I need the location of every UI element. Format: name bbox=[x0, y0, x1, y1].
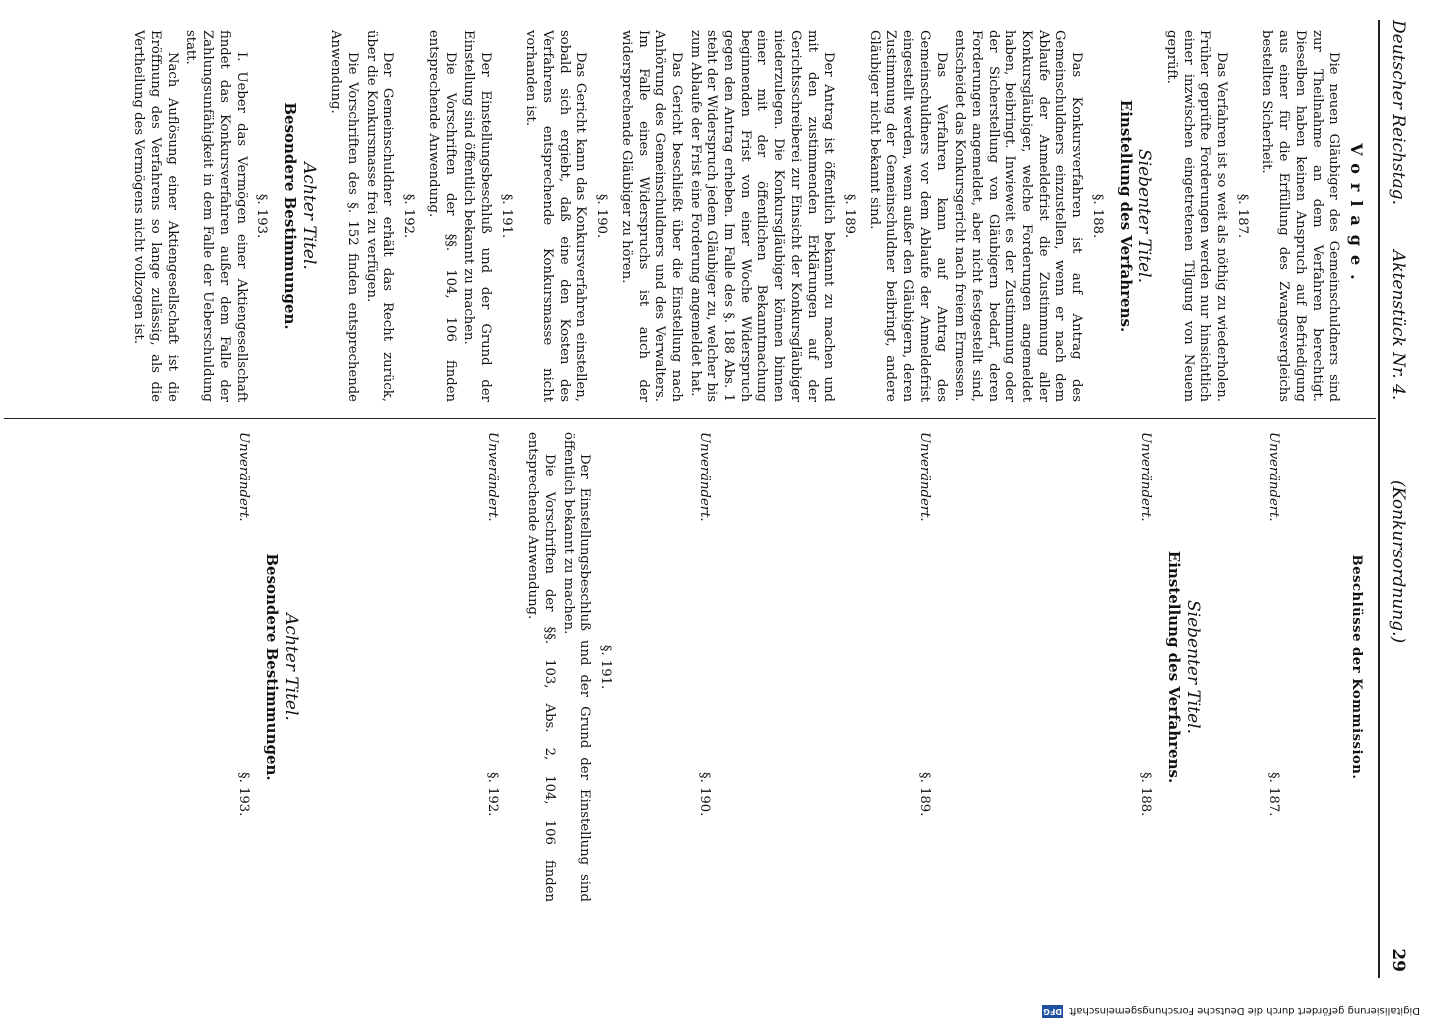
subtitle-einstellung: Einstellung des Verfahrens. bbox=[1164, 550, 1183, 784]
title-eighth: Achter Titel. bbox=[298, 162, 319, 270]
unchanged-label: Unverändert. bbox=[1138, 432, 1154, 522]
section-number: §. 192. bbox=[484, 772, 500, 817]
paragraph: Der Antrag ist öffentlich bekannt zu machen und mit den zustimmenden Erklärungen auf der Gerichtsschreiberei zur Einsicht der Konkursgläubiger niederzulegen. Die Konkursgläubiger können binnen einer mit der öffentlichen Bekanntmachung beginnenden Frist von einer Woche Widerspruch gegen den Antrag erheben. Im Falle des §. 188 Abs. 1 steht der Widerspruch jedem Gläubiger zu, welcher bis zum Ablaufe der Frist eine Forderung angemeldet hat. bbox=[687, 30, 837, 402]
section-number: §. 191. bbox=[498, 193, 514, 239]
paragraph: Das Verfahren ist so weit als nöthig zu wiederholen. Früher geprüfte Forderungen werden nur hinsichtlich einer inzwischen eingetretenen Tilgung von Neuem geprüft. bbox=[1163, 30, 1230, 402]
unchanged-label: Unverändert. bbox=[236, 432, 252, 522]
section-number: §. 189. bbox=[917, 772, 933, 817]
header-document-number: Aktenstück Nr. 4. bbox=[1388, 250, 1408, 401]
section-number: §. 187. bbox=[1266, 772, 1282, 817]
section-number: §. 192. bbox=[401, 193, 417, 239]
paragraph: Die Vorschriften des §. 152 finden entsprechende Anwendung. bbox=[328, 30, 361, 402]
page-number: 29 bbox=[1388, 948, 1408, 972]
header-topic: (Konkursordnung.) bbox=[1388, 480, 1408, 644]
column-heading-commission: Beschlüsse der Kommission. bbox=[1349, 554, 1364, 780]
subtitle-besondere: Besondere Bestimmungen. bbox=[280, 102, 299, 330]
paragraph: Das Gericht beschließt über die Einstellung nach Anhörung des Gemeinschuldners und des Verwalters. Im Falle eines Widerspruchs ist auch der widersprechende Gläubiger zu hören. bbox=[618, 30, 684, 402]
header-left: Deutscher Reichstag. bbox=[1388, 20, 1408, 205]
row-192 bbox=[483, 432, 500, 902]
paragraph: Die neuen Gläubiger des Gemeinschuldners sind zur Theilnahme an dem Verfahren berechtigt. Dieselben haben keinen Anspruch auf Befriedigung aus einer für die Erfüllung des Zwangsvergleichs bestellten Sicherheit. bbox=[1259, 30, 1342, 402]
unchanged-label: Unverändert. bbox=[917, 432, 933, 522]
section-192 bbox=[327, 30, 417, 402]
section-193 bbox=[130, 30, 270, 402]
title-seventh: Siebenter Titel. bbox=[1182, 600, 1203, 734]
section-number: §. 193. bbox=[236, 772, 252, 817]
paragraph: Der Einstellungsbeschluß und der Grund der Einstellung sind öffentlich bekannt zu machen. bbox=[461, 30, 493, 402]
section-number: §. 188. bbox=[1138, 772, 1154, 817]
title-eighth: Achter Titel. bbox=[280, 613, 301, 721]
row-189 bbox=[916, 432, 933, 902]
header-rule bbox=[1378, 20, 1380, 978]
paragraph: Nach Auflösung einer Aktiengesellschaft ist die Eröffnung des Verfahrens so lange zulässig, als die Vertheilung des Vermögens nicht vollzogen ist. bbox=[131, 30, 180, 402]
row-193 bbox=[235, 432, 252, 902]
section-191-amended bbox=[524, 432, 614, 902]
subtitle-besondere: Besondere Bestimmungen. bbox=[263, 553, 282, 781]
paragraph: Das Gericht kann das Konkursverfahren einstellen, sobald sich ergiebt, daß eine den Kosten des Verfahrens entsprechende Konkursmasse nicht vorhanden ist. bbox=[523, 30, 589, 402]
section-number: §. 190. bbox=[696, 772, 712, 817]
row-188 bbox=[1136, 432, 1153, 902]
paragraph: Das Konkursverfahren ist auf Antrag des Gemeinschuldners einzustellen, wenn er nach dem Ablaufe der Anmeldefrist die Zustimmung aller Konkursgläubiger, welche Forderungen angemeldet haben, beibringt. Inwieweit es der Zustimmung oder der Sicherstellung von Gläubigern bedarf, deren Forderungen angemeldet, aber nicht festgestellt sind, entscheidet das Konkursgericht nach freiem Ermessen. bbox=[952, 30, 1085, 402]
unchanged-label: Unverändert. bbox=[484, 432, 500, 522]
dfg-logo: DFG bbox=[1043, 1007, 1063, 1016]
paragraph: Der Einstellungsbeschluß und der Grund der Einstellung sind öffentlich bekannt zu machen. bbox=[560, 432, 593, 902]
paragraph: Der Gemeinschuldner erhält das Recht zurück, über die Konkursmasse frei zu verfügen. bbox=[363, 30, 396, 402]
title-seventh: Siebenter Titel. bbox=[1134, 149, 1155, 283]
left-column-vorlage bbox=[124, 30, 1372, 402]
section-188 bbox=[865, 30, 1105, 402]
unchanged-label: Unverändert. bbox=[1266, 432, 1282, 522]
paragraph: Die Vorschriften der §§. 104, 106 finden entsprechende Anwendung. bbox=[425, 30, 458, 402]
section-number: §. 187. bbox=[1234, 193, 1250, 239]
right-column-commission bbox=[231, 432, 1372, 902]
section-number: §. 188. bbox=[1089, 193, 1105, 239]
row-190 bbox=[695, 432, 712, 902]
paragraph: Die Vorschriften der §§. 103, Abs. 2, 104, 106 finden entsprechende Anwendung. bbox=[525, 432, 557, 902]
digitization-footer bbox=[430, 1005, 1420, 1025]
footer-credit: Digitalisierung gefördert durch die Deutsche Forschungsgemeinschaft bbox=[1069, 1005, 1420, 1016]
section-number: §. 191. bbox=[598, 644, 614, 690]
paragraph: I. Ueber das Vermögen einer Aktiengesellschaft findet das Konkursverfahren außer dem Falle der Zahlungsunfähigkeit in dem Falle der Ueberschuldung statt. bbox=[183, 30, 249, 402]
section-number: §. 190. bbox=[594, 193, 610, 239]
column-heading-vorlage: Vorlage. bbox=[1347, 143, 1366, 289]
unchanged-label: Unverändert. bbox=[696, 432, 712, 522]
section-187 bbox=[1162, 30, 1250, 402]
column-divider bbox=[4, 418, 1376, 419]
paragraph: Das Verfahren kann auf Antrag des Gemeinschuldners vor dem Ablaufe der Anmeldefrist eingestellt werden, wenn außer den Gläubigern, deren Zustimmung der Gemeinschuldner beibringt, andere Gläubiger nicht bekannt sind. bbox=[866, 30, 949, 402]
intro-paragraphs bbox=[1258, 30, 1342, 402]
row-187 bbox=[1265, 432, 1282, 902]
section-number: §. 189. bbox=[842, 193, 858, 239]
section-191 bbox=[424, 30, 514, 402]
section-189 bbox=[617, 30, 857, 402]
section-190 bbox=[522, 30, 610, 402]
subtitle-einstellung: Einstellung des Verfahrens. bbox=[1116, 99, 1135, 333]
section-number: §. 193. bbox=[254, 193, 270, 239]
running-header bbox=[1378, 20, 1412, 978]
